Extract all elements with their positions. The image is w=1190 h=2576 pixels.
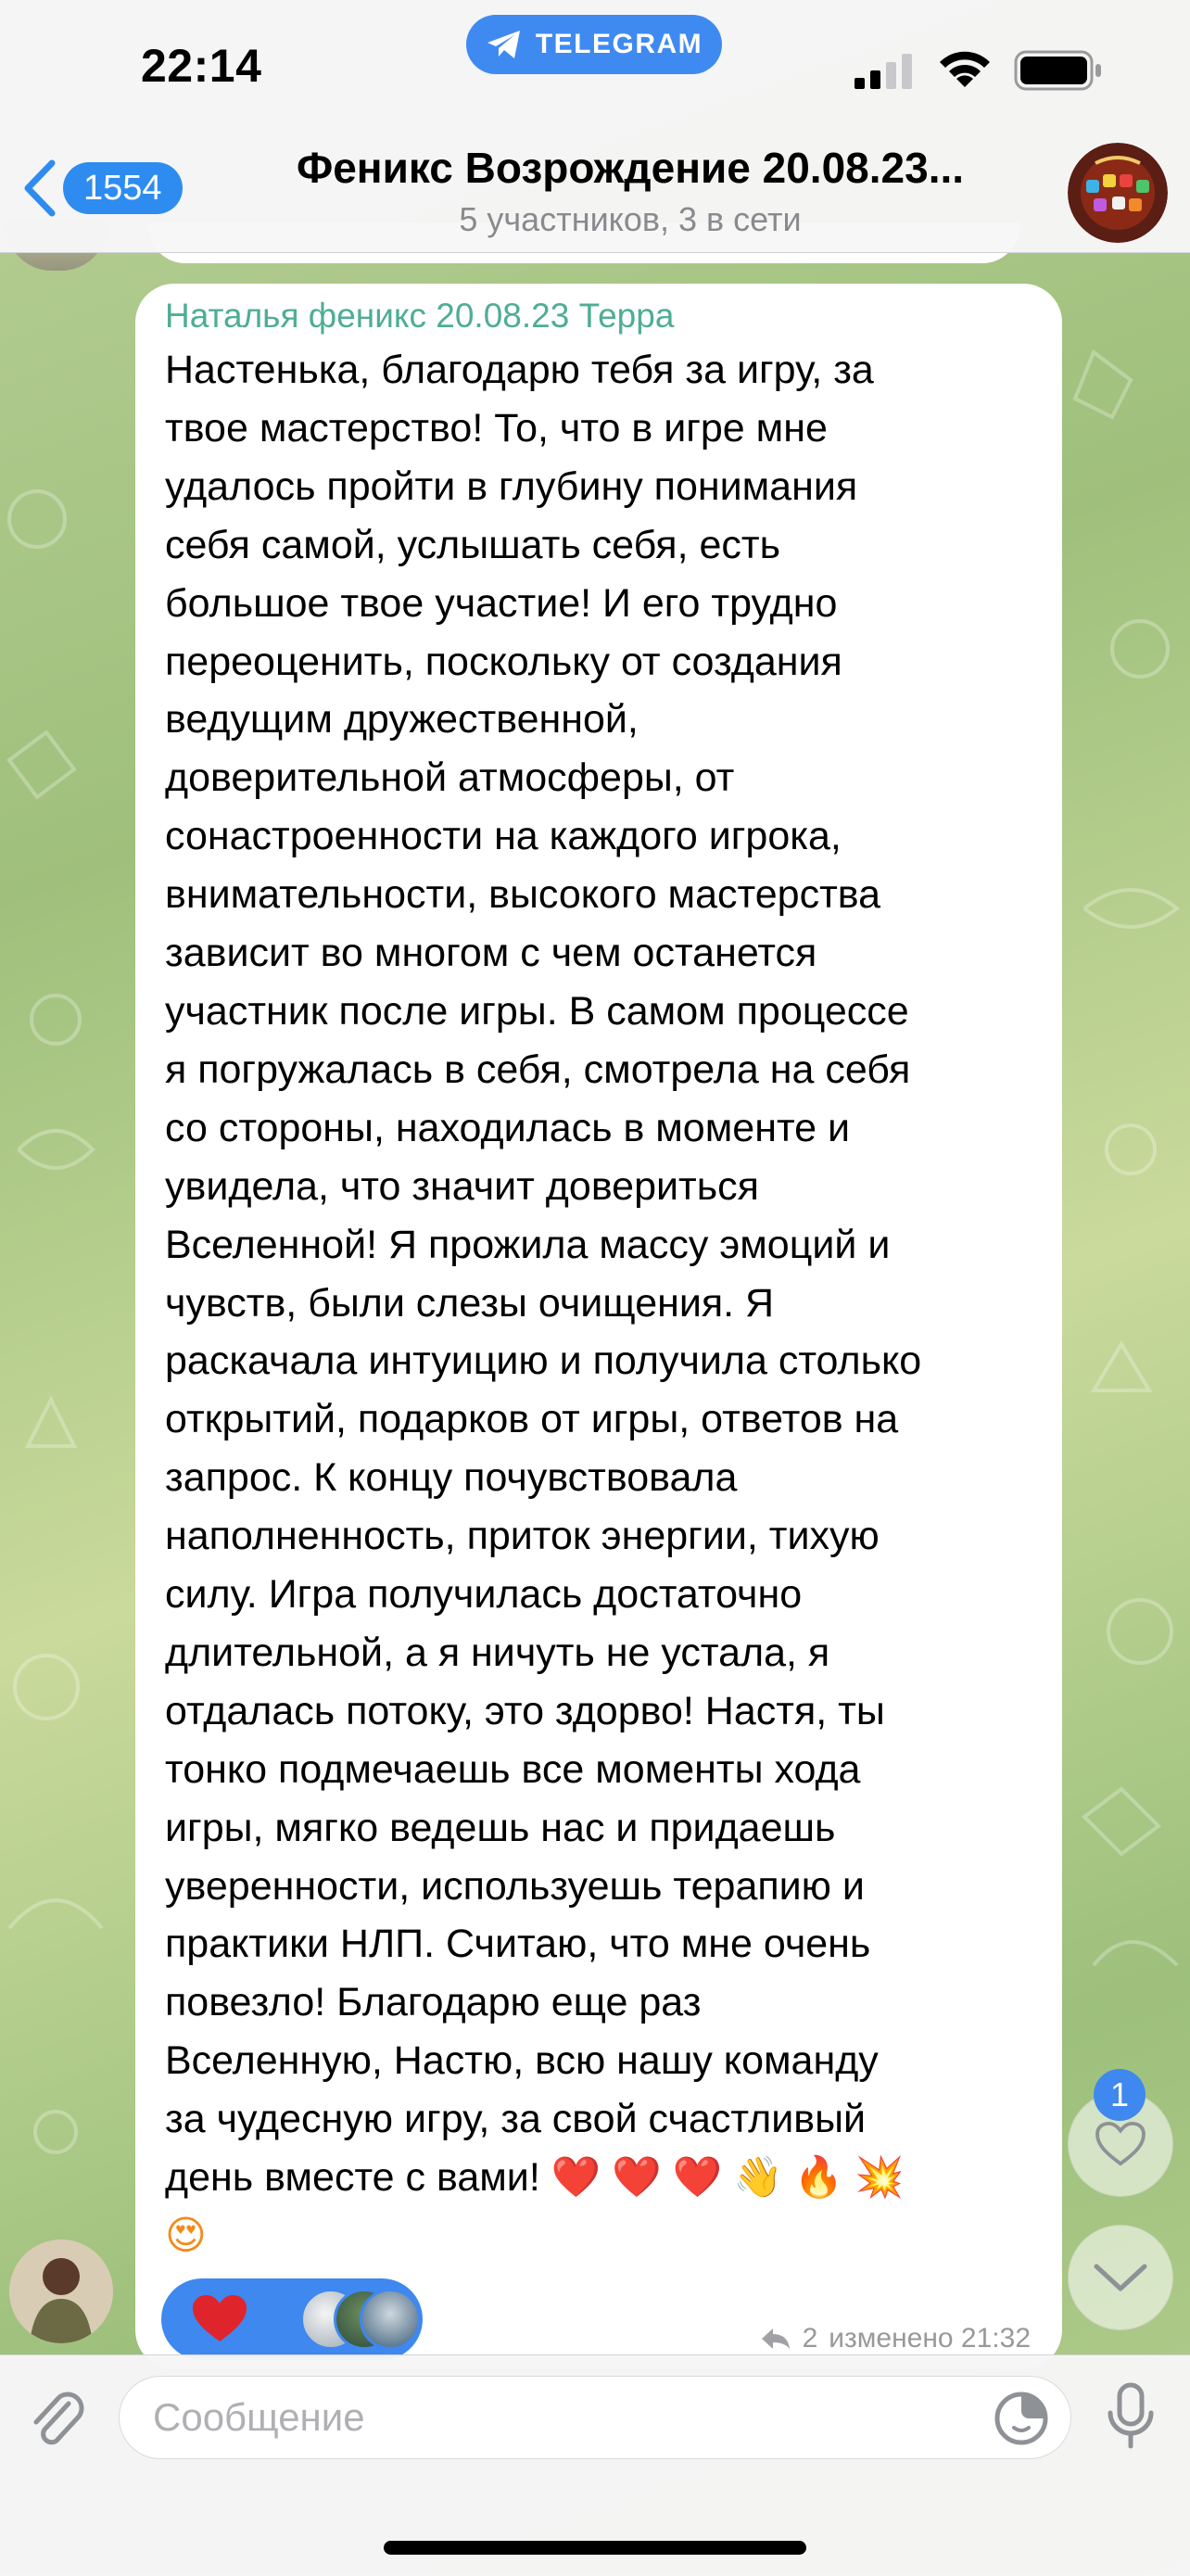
reactor-avatar xyxy=(360,2289,421,2350)
message-composer xyxy=(0,2354,1190,2576)
message-line: длительной, а я ничуть не устала, я xyxy=(165,1630,830,1675)
message-line-emoji xyxy=(165,2207,1044,2265)
message-text xyxy=(165,341,1044,2265)
message-line: твое мастерство! То, что в игре мне xyxy=(165,405,828,450)
microphone-icon[interactable] xyxy=(1105,2381,1157,2452)
message-line: со стороны, находилась в моменте и xyxy=(165,1105,851,1150)
message-line: участник после игры. В самом процессе xyxy=(165,988,909,1034)
message-line: игры, мягко ведешь нас и придаешь xyxy=(165,1805,836,1850)
heart-icon xyxy=(193,2295,247,2343)
cellular-signal-icon xyxy=(855,52,916,89)
message-line: тонко подмечаешь все моменты хода xyxy=(165,1746,861,1792)
group-logo-icon xyxy=(1068,143,1168,243)
home-indicator xyxy=(384,2541,806,2555)
message-line: уверенности, используешь терапию и xyxy=(165,1863,865,1909)
heart-emoji: ❤️ xyxy=(672,2154,723,2202)
attach-paperclip-icon[interactable] xyxy=(28,2387,89,2454)
group-avatar[interactable] xyxy=(1068,143,1168,243)
message-line-text: день вместе с вами! xyxy=(165,2155,551,2201)
heart-eyes-emoji: 😍 xyxy=(165,2213,207,2259)
telegram-plane-icon xyxy=(486,29,523,60)
avatar-photo xyxy=(9,2240,113,2343)
chevron-down-icon xyxy=(1093,2261,1148,2294)
message-meta xyxy=(760,2323,1031,2354)
fire-emoji: 🔥 xyxy=(793,2154,844,2202)
edited-timestamp: изменено 21:32 xyxy=(829,2323,1031,2354)
message-line: я погружалась в себя, смотрела на себя xyxy=(165,1047,911,1092)
telegram-return-pill[interactable] xyxy=(466,15,722,74)
message-line: силу. Игра получилась достаточно xyxy=(165,1572,803,1618)
unread-count-badge: 1554 xyxy=(63,162,183,214)
message-line: сонастроенности на каждого игрока, xyxy=(165,814,842,859)
message-line: практики НЛП. Считаю, что мне очень xyxy=(165,1922,871,1967)
chevron-left-icon xyxy=(19,158,59,219)
wifi-icon xyxy=(936,46,994,89)
sender-avatar[interactable] xyxy=(9,2240,113,2343)
telegram-pill-label: TELEGRAM xyxy=(535,29,703,59)
message-line: внимательности, высокого мастерства xyxy=(165,872,881,918)
message-line: наполненность, приток энергии, тихую xyxy=(165,1514,880,1559)
message-line: себя самой, услышать себя, есть xyxy=(165,522,780,567)
message-line: Вселенной! Я прожила массу эмоций и xyxy=(165,1222,891,1267)
message-line: повезло! Благодарю еще раз xyxy=(165,1980,702,2025)
heart-emoji: ❤️ xyxy=(551,2154,601,2202)
heart-outline-icon xyxy=(1095,2121,1146,2167)
clap-emoji: 👋 xyxy=(733,2154,783,2202)
message-line: удалось пройти в глубину понимания xyxy=(165,463,858,509)
status-time: 22:14 xyxy=(141,40,262,92)
message-line: отдалась потоку, это здорво! Настя, ты xyxy=(165,1688,885,1733)
message-line-last xyxy=(165,2149,1044,2207)
message-line: Настенька, благодарю тебя за игру, за xyxy=(165,348,874,392)
forward-icon xyxy=(760,2327,791,2351)
message-line: запрос. К концу почувствовала xyxy=(165,1455,738,1501)
message-line: Вселенную, Настю, всю нашу команду xyxy=(165,2038,879,2084)
scroll-down-button[interactable] xyxy=(1068,2225,1173,2330)
message-line: увидела, что значит довериться xyxy=(165,1163,759,1209)
message-line: за чудесную игру, за свой счастливый xyxy=(165,2097,867,2142)
navigation-header xyxy=(0,0,1190,253)
reaction-heart-chip[interactable] xyxy=(161,2278,423,2360)
reactions-count-badge: 1 xyxy=(1094,2069,1146,2121)
message-line: зависит во многом с чем останется xyxy=(165,931,817,976)
message-line: чувств, были слезы очищения. Я xyxy=(165,1280,775,1326)
message-bubble[interactable] xyxy=(135,284,1062,2369)
back-button[interactable] xyxy=(19,158,183,219)
chat-title[interactable]: Феникс Возрождение 20.08.23... xyxy=(296,144,965,192)
message-line: ведущим дружественной, xyxy=(165,697,639,742)
message-line: доверительной атмосферы, от xyxy=(165,755,735,801)
heart-emoji: ❤️ xyxy=(612,2154,662,2202)
message-line: большое твое участие! И его трудно xyxy=(165,580,838,626)
message-input[interactable] xyxy=(119,2376,1071,2459)
forward-count: 2 xyxy=(802,2323,818,2354)
message-line: раскачала интуицию и получила столько xyxy=(165,1339,922,1384)
chat-subtitle[interactable]: 5 участников, 3 в сети xyxy=(459,200,802,238)
message-line: открытий, подарков от игры, ответов на xyxy=(165,1397,899,1442)
sender-name[interactable]: Наталья феникс 20.08.23 Терра xyxy=(165,297,675,335)
message-line: переоценить, поскольку от создания xyxy=(165,639,842,684)
sticker-icon[interactable] xyxy=(994,2391,1049,2446)
battery-icon xyxy=(1014,50,1103,91)
boom-emoji: 💥 xyxy=(855,2154,905,2202)
